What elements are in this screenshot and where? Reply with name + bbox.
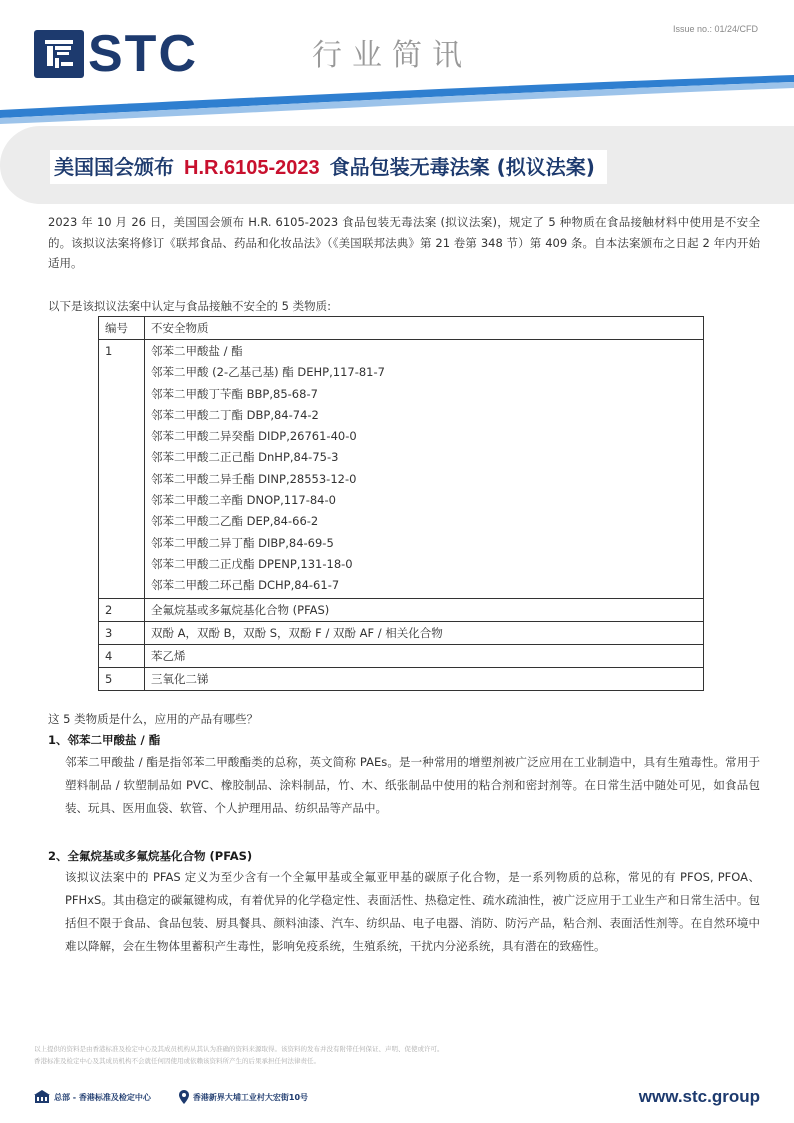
substance-item: 邻苯二甲酸二乙酯 DEP,84-66-2 [151, 514, 319, 529]
substance-table [98, 316, 704, 691]
substance-item: 邻苯二甲酸二正戊酯 DPENP,131-18-0 [151, 556, 353, 571]
table-row [99, 340, 704, 599]
footer-hq [34, 1090, 151, 1104]
substance-item: 邻苯二甲酸二丁酯 DBP,84-74-2 [151, 407, 319, 422]
intro-paragraph: 2023 年 10 月 26 日，美国国会颁布 H.R. 6105-2023 食品包装无毒法案 (拟议法案)，规定了 5 种物质在食品接触材料中使用是不安全的。该拟议法案将修订《联邦食品、药品和化妆品法》（《美国联邦法典》第 21 卷第 348 节）第 409 条。自本法案颁布之日起 2 年内开始适用。 [48, 215, 760, 270]
substance-item: 邻苯二甲酸二异癸酯 DIDP,26761-40-0 [151, 429, 357, 444]
substance-item: 邻苯二甲酸二异丁酯 DIBP,84-69-5 [151, 535, 334, 550]
table-row [99, 598, 704, 621]
table-header-row [99, 317, 704, 340]
table-header-substance: 不安全物质 [145, 317, 704, 340]
title-part1: 美国国会颁布 [54, 155, 174, 179]
substance-item: 邻苯二甲酸二环己酯 DCHP,84-61-7 [151, 578, 340, 593]
substance-item: 双酚 A，双酚 B，双酚 S，双酚 F / 双酚 AF / 相关化合物 [145, 621, 704, 644]
page-title [50, 150, 607, 184]
website-link[interactable]: www.stc.group [638, 1087, 760, 1106]
footer-hq-label: 总部 - 香港标准及检定中心 [54, 1092, 151, 1102]
title-part2: 食品包装无毒法案 (拟议法案) [329, 155, 595, 179]
substance-item: 邻苯二甲酸二辛酯 DNOP,117-84-0 [151, 493, 336, 508]
table-lead: 以下是该拟议法案中认定与食品接触不安全的 5 类物质: [48, 298, 331, 313]
row-num: 2 [99, 598, 145, 621]
table-header-num: 编号 [99, 317, 145, 340]
table-row [99, 621, 704, 644]
article-body [48, 212, 760, 958]
location-pin-icon [179, 1090, 189, 1104]
substance-item: 邻苯二甲酸二异壬酯 DINP,28553-12-0 [151, 471, 357, 486]
row-num: 1 [99, 340, 145, 599]
disclaimer [34, 1043, 444, 1067]
logo-text: STC [88, 25, 198, 83]
table-row [99, 667, 704, 690]
building-icon [34, 1090, 50, 1104]
question-line: 这 5 类物质是什么，应用的产品有哪些？ [48, 711, 259, 726]
substance-item: 三氧化二锑 [145, 667, 704, 690]
footer-address [179, 1090, 308, 1104]
row-substances [145, 340, 704, 599]
substance-item: 邻苯二甲酸 (2-乙基己基) 酯 DEHP,117-81-7 [151, 365, 385, 380]
row-num: 4 [99, 644, 145, 667]
substance-item: 苯乙烯 [145, 644, 704, 667]
disclaimer-line: 香港标准及检定中心及其成员机构不会就任何因使用或依赖该资料所产生的后果承担任何法律责任。 [34, 1057, 320, 1065]
issue-number: Issue no.: 01/24/CFD [672, 24, 758, 34]
substance-item: 邻苯二甲酸丁苄酯 BBP,85-68-7 [151, 386, 318, 401]
table-row [99, 644, 704, 667]
section1-body: 邻苯二甲酸盐 / 酯是指邻苯二甲酸酯类的总称，英文简称 PAEs。是一种常用的增塑剂被广泛应用在工业制造中，具有生殖毒性。常用于塑料制品 / 软塑制品如 PVC、橡胶制品、涂料制品，竹、木、纸张制品中使用的粘合剂和密封剂等。在日常生活中随处可见，如食品包装、玩具、医用血袋、软管、个人护理用品、纺织品等产品中。 [65, 754, 760, 815]
title-code: H.R.6105-2023 [184, 157, 320, 179]
section2-body: 该拟议法案中的 PFAS 定义为至少含有一个全氟甲基或全氟亚甲基的碳原子化合物，是一系列物质的总称，常见的有 PFOS, PFOA、PFHxS。其由稳定的碳氟键构成，有着优异的化学稳定性、表面活性、热稳定性、疏水疏油性，被广泛应用于工业生产和日常生活中。包括但不限于食品、食品包装、厨具餐具、颜料油漆、汽车、纺织品、电子电器、消防、防污产品，粘合剂、表面活性剂等。在自然环境中难以降解，会在生物体里蓄积产生毒性，影响免疫系统，生殖系统，干扰内分泌系统，具有潜在的致癌性。 [65, 870, 760, 954]
header-title: 行业简讯 [312, 38, 472, 73]
section1-heading: 1、邻苯二甲酸盐 / 酯 [48, 733, 161, 748]
footer-address-label: 香港新界大埔工业村大宏街10号 [192, 1092, 309, 1102]
row-num: 3 [99, 621, 145, 644]
substance-item: 邻苯二甲酸二正己酯 DnHP,84-75-3 [151, 450, 339, 465]
footer [34, 1085, 760, 1109]
substance-item: 邻苯二甲酸盐 / 酯 [151, 344, 243, 358]
section2-heading: 2、全氟烷基或多氟烷基化合物 (PFAS) [48, 848, 253, 863]
row-num: 5 [99, 667, 145, 690]
disclaimer-line: 以上提供的资料是由香港标准及检定中心及其成员机构从其认为准确的资料来源取得。该资料的发布并没有附带任何保证、声明、促使或许可。 [34, 1045, 444, 1053]
substance-item: 全氟烷基或多氟烷基化合物 (PFAS) [145, 598, 704, 621]
